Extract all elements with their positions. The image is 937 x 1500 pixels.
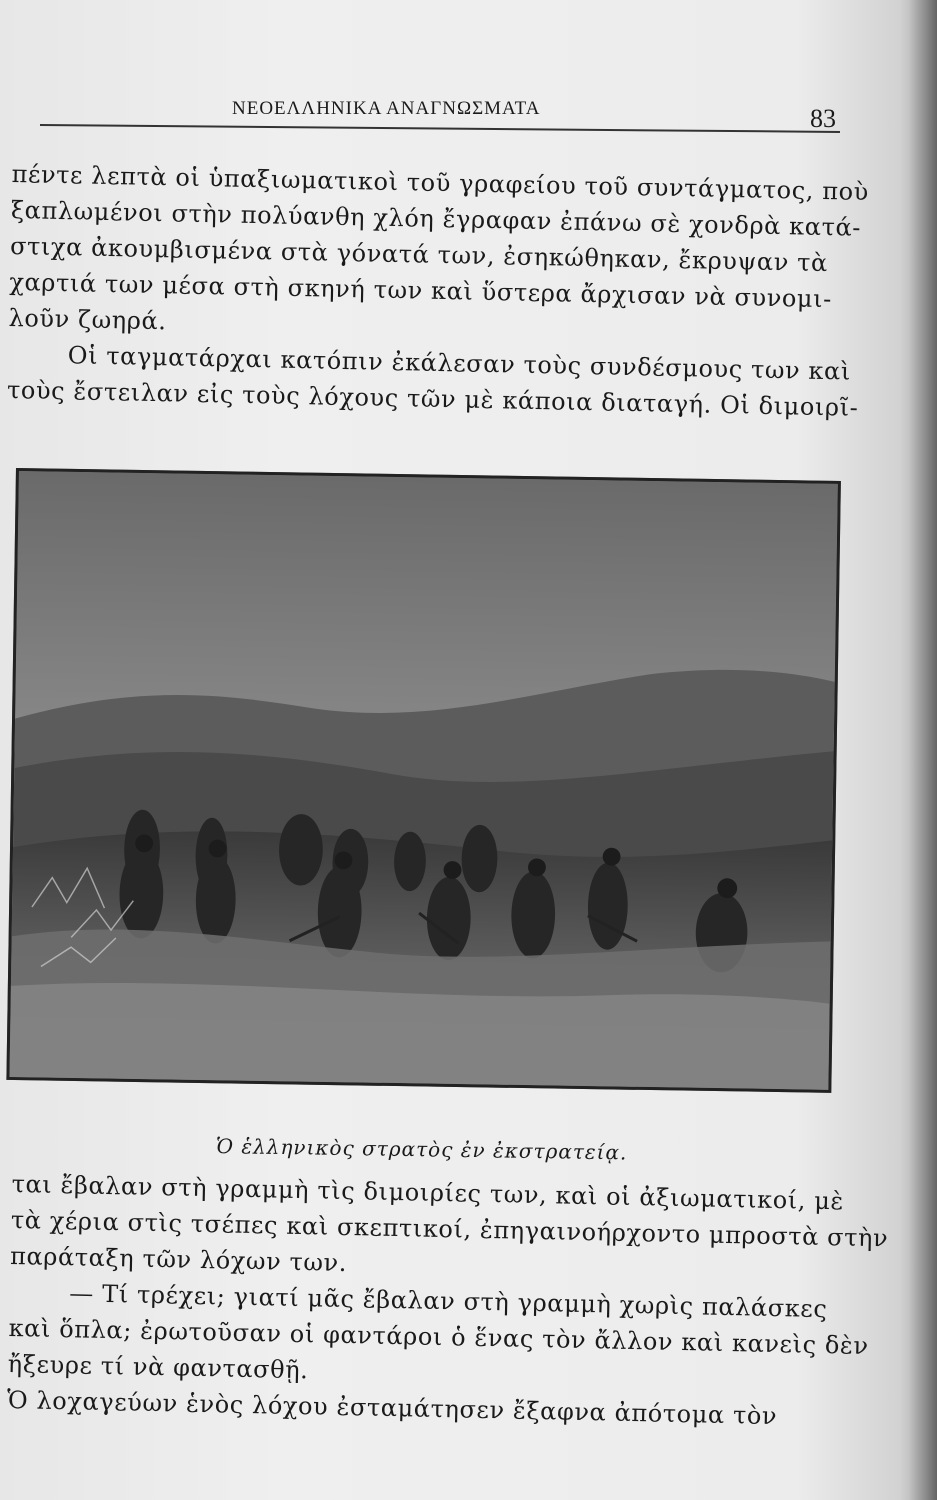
photo-caption: Ὁ ἑλληνικὸς στρατὸς ἐν ἐκστρατείᾳ. xyxy=(215,1134,628,1165)
text-line: χαρτιά των μέσα στὴ σκηνή των καὶ ὕστερα ἄρχισαν νὰ συνομι- xyxy=(9,267,833,314)
header-rule xyxy=(40,124,840,133)
text-line: Οἱ ταγματάρχαι κατόπιν ἐκάλεσαν τοὺς συνδέσμους των καὶ xyxy=(67,341,852,386)
body-text-top xyxy=(6,156,870,425)
running-head: ΝΕΟΕΛΛΗΝΙΚΑ ΑΝΑΓΝΩΣΜΑΤΑ xyxy=(232,98,541,119)
text-line: καὶ ὅπλα; ἐρωτοῦσαν οἱ φαντάροι ὁ ἕνας τὸν ἄλλον καὶ κανεὶς δὲν xyxy=(8,1313,869,1360)
text-line: λοῦν ζωηρά. xyxy=(8,303,167,336)
text-line: — Τί τρέχει; γιατί μᾶς ἔβαλαν στὴ γραμμὴ χωρὶς παλάσκες xyxy=(69,1279,828,1324)
body-text-bottom xyxy=(6,1166,889,1435)
text-line: ται ἔβαλαν στὴ γραμμὴ τὶς διμοιρίες των, καὶ οἱ ἀξιωματικοί, μὲ xyxy=(11,1169,845,1216)
text-line: ξαπλωμένοι στὴν πολύανθη χλόη ἔγραφαν ἐπάνω σὲ χονδρὰ κατά- xyxy=(10,195,862,242)
text-line: τὰ χέρια στὶς τσέπες καὶ σκεπτικοί, ἐπηγαινοήρχοντο μπροστὰ στὴν xyxy=(10,1205,889,1253)
text-line: ἤξευρε τί νὰ φαντασθῇ. xyxy=(7,1349,309,1385)
text-line: στιχα ἀκουμβισμένα στὰ γόνατά των, ἐσηκώθηκαν, ἔκρυψαν τὰ xyxy=(9,231,829,278)
page-edge-shadow xyxy=(909,0,937,1500)
text-line: παράταξη τῶν λόχων των. xyxy=(9,1241,348,1278)
text-line: τοὺς ἔστειλαν εἰς τοὺς λόχους τῶν μὲ κάποια διαταγή. Οἱ διμοιρῖ- xyxy=(6,375,859,422)
text-line: Ὁ λοχαγεύων ἑνὸς λόχου ἐσταμάτησεν ἔξαφνα ἀπότομα τὸν xyxy=(6,1385,778,1431)
photograph-greek-army-on-campaign xyxy=(6,468,841,1093)
text-line: πέντε λεπτὰ οἱ ὑπαξιωματικοὶ τοῦ γραφείου τοῦ συντάγματος, ποὺ xyxy=(11,159,870,206)
photograph-illustration xyxy=(9,471,837,1090)
page-number: 83 xyxy=(810,104,836,133)
